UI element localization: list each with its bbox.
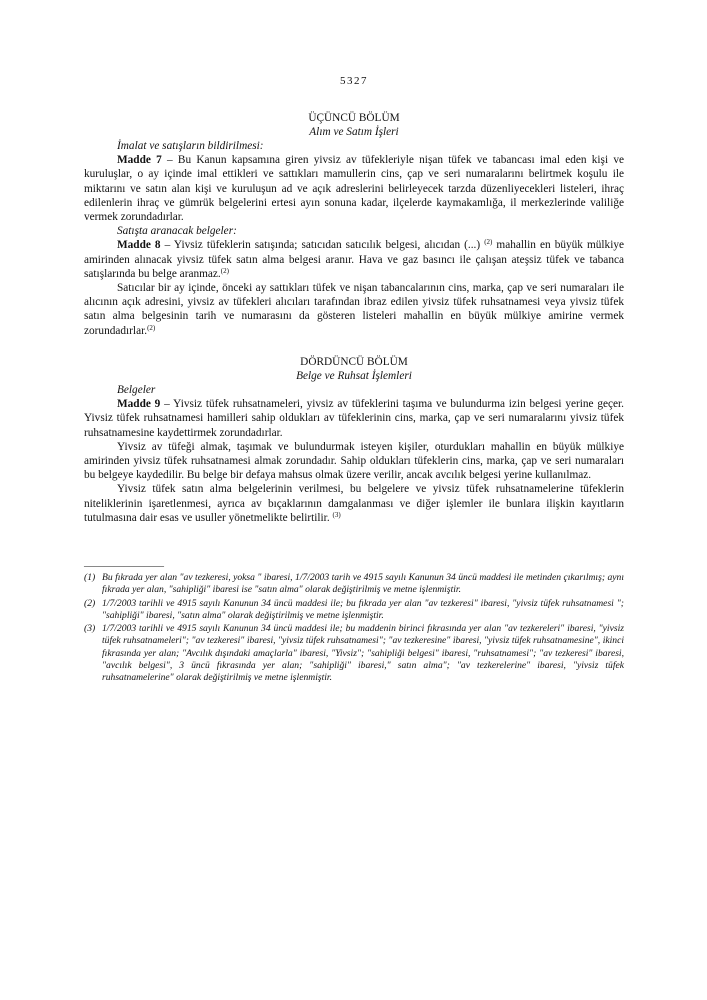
- madde-9-label: Madde 9: [117, 398, 161, 411]
- footnote-number: (2): [84, 597, 96, 609]
- section-3: [84, 111, 624, 338]
- footnote-text: Bu fıkrada yer alan "av tezkeresi, yoksa " ibaresi, 1/7/2003 tarih ve 4915 sayılı Kanunun 34 üncü maddesi ile metinden çıkarılmış; aynı fıkrada yer alan, "sahipliği" ibaresi ise "satın alma" olarak değiştirilmiş ve metne işlenmiştir.: [102, 572, 624, 596]
- footnotes: [84, 572, 624, 686]
- footnote-text: 1/7/2003 tarihli ve 4915 sayılı Kanunun 34 üncü maddesi ile; bu fıkrada yer alan "av tezkeresi" ibaresi, "yivsiz tüfek ruhsatnamesi "; "sahipliği" ibaresi, "satın alma" olarak değiştirilmiş ve metne işlenmiştir.: [102, 597, 624, 621]
- section-4: [84, 355, 624, 525]
- footnote-1: [84, 572, 624, 597]
- page-number: 5327: [340, 75, 368, 87]
- footnote-number: (3): [84, 623, 96, 635]
- section-4-title: DÖRDÜNCÜ BÖLÜM: [300, 356, 408, 368]
- heading-satista: Satışta aranacak belgeler:: [117, 225, 237, 238]
- madde-9-para-3: [84, 482, 624, 525]
- madde-8-para-2: [84, 281, 624, 338]
- footnote-number: (1): [84, 572, 96, 583]
- footnote-ref[interactable]: (2): [220, 266, 229, 275]
- madde-9-para-2: Yivsiz av tüfeği almak, taşımak ve bulundurmak isteyen kişiler, oturdukları mahallin en büyük mülkiye amirinden yivsiz tüfek ruhsatnamesi almak zorundadır. Sahip oldukları tüfeklerin cins, marka, çap ve seri numaraları bu belgeye kaydedilir. Bu belge bir defaya mahsus olmak üzere verilir, ancak avcılık belgesi yerine kullanılmaz.: [84, 440, 624, 482]
- heading-belgeler: Belgeler: [117, 384, 156, 396]
- footnote-ref[interactable]: (3): [332, 510, 341, 519]
- section-3-title: ÜÇÜNCÜ BÖLÜM: [308, 112, 400, 124]
- footnote-2: [84, 598, 624, 623]
- madde-8: [84, 238, 624, 281]
- madde-8-label: Madde 8: [117, 239, 161, 252]
- footnote-ref[interactable]: (2): [484, 238, 493, 247]
- heading-imalat: İmalat ve satışların bildirilmesi:: [117, 140, 264, 152]
- madde-9-text: – Yivsiz tüfek ruhsatnameleri, yivsiz av tüfeklerini taşıma ve bulundurma izin belgesi yerine geçer. Yivsiz tüfek ruhsatnamesi hamilleri sahip oldukları av tüfeklerinin cins, marka, çap ve seri numaralarını yivsiz tüfek ruhsatnamesine kaydettirmek zorundadırlar.: [84, 398, 624, 439]
- madde-7: [84, 153, 624, 224]
- madde-8-para-2-text: Satıcılar bir ay içinde, önceki ay sattıkları tüfek ve nişan tabancalarının cins, marka, çap ve seri numaraları ile alıcının açık adresini, yivsiz av tüfekleri alıcıları tarafından ibraz edilen yivsiz tüfek ruhsatnamesi veya yivsiz tüfek satın alma belgesinin tarih ve numarasını da gösteren listeleri mahallin en büyük mülkiye amirine vermek zorundadırlar.: [84, 282, 624, 337]
- madde-8-text-a: – Yivsiz tüfeklerin satışında; satıcıdan satıcılık belgesi, alıcıdan (...): [160, 239, 485, 252]
- madde-8-text-b: mahallin en büyük mülkiye amirinden alınacak yivsiz tüfek satın alma belgesi aranır. Hava ve gaz basıncı ile çalışan ateşsiz tüfek ve tabanca satışlarında bu belge aranmaz.: [84, 239, 624, 280]
- madde-9-para-3-text: Yivsiz tüfek satın alma belgelerinin verilmesi, bu belgelere ve yivsiz tüfek ruhsatnamelerine tüfeklerin niteliklerinin işaretlenmesi, ayrıca av bıçaklarının damgalanması ve diğer işlemler ile bunlara ilişkin kayıtların tutulmasına dair esas ve usuller yönetmelikte belirtilir.: [84, 483, 624, 524]
- section-4-subtitle: Belge ve Ruhsat İşlemleri: [296, 370, 412, 382]
- madde-9: [84, 397, 624, 440]
- footnote-separator: ________________: [84, 557, 164, 568]
- footnote-text: 1/7/2003 tarihli ve 4915 sayılı Kanunun 34 üncü maddesi ile; bu maddenin birinci fıkrasında yer alan "av tezkereleri" ibaresi, "yivsiz tüfek ruhsatnameleri"; "av tezkeresi" ibaresi, "yivsiz tüfek ruhsatnamesi"; "av tezkeresine" ibaresi, "yivsiz tüfek ruhsatnamesine", ikinci fıkrasında yer alan; "Avcılık dışındaki amaçlarla" ibaresi, "Yivsiz"; "sahipliği belgesi" ibaresi, "ruhsatnamesi"; "av tezkeresi" ibaresi, "avcılık belgesi", 3 üncü fıkrasında yer alan; "sahipliği" ibaresi," satın alma"; "av tezkerelerine" ibaresi, "yivsiz tüfek ruhsatnamelerine" olarak değiştirilmiş ve metne işlenmiştir.: [102, 623, 624, 684]
- madde-7-label: Madde 7: [117, 154, 162, 167]
- footnote-3: [84, 623, 624, 684]
- madde-7-text: – Bu Kanun kapsamına giren yivsiz av tüfekleriyle nişan tüfek ve tabancası imal eden kişi ve kuruluşlar, o ay içinde imal ettikleri ve sattıkları mamullerin cins, çap ve seri numaralarını belirtmek koşulu ile miktarını ve satın alan kişi ve kuruluşun ad ve açık adreslerini belirleyecek tarzda düzenliyecekleri listeleri, ihraç edilenlerin ihraç ve gümrük belgelerini ertesi ayın sonuna kadar, ilçelerde kaymakamlığa, il merkezlerinde valiliğe vermek zorundadırlar.: [84, 154, 624, 224]
- section-3-subtitle: Alım ve Satım İşleri: [309, 126, 399, 138]
- footnote-ref[interactable]: (2): [147, 323, 156, 332]
